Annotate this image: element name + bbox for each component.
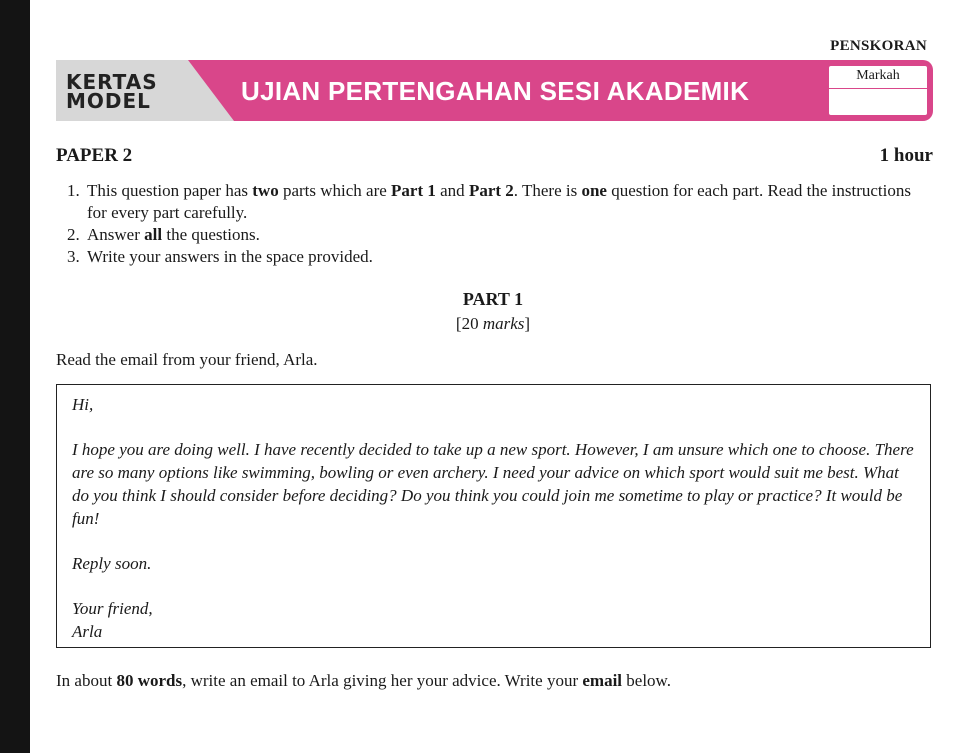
instruction-number: 1.: [67, 181, 80, 200]
banner-title: UJIAN PERTENGAHAN SESI AKADEMIK: [241, 76, 750, 106]
markah-label: Markah: [856, 68, 900, 83]
instruction-bold: Part 2: [468, 181, 514, 200]
kertas-model-logo: [66, 70, 158, 113]
kertas-text: KERTAS: [66, 70, 158, 94]
part-title: PART 1: [462, 289, 524, 309]
task-instruction: [56, 671, 671, 691]
email-reply: Reply soon.: [72, 554, 152, 573]
task-bold: 80 words: [116, 671, 183, 690]
instruction-item: [56, 180, 933, 224]
task-text: , write an email to Arla giving her your advice. Write your: [182, 671, 583, 690]
marks-close: ]: [524, 314, 531, 333]
instruction-text: This question paper has: [87, 181, 253, 200]
instruction-bold: Part 1: [391, 181, 436, 200]
instruction-bold: two: [252, 181, 279, 200]
email-body: I hope you are doing well. I have recently decided to take up a new sport. However, I am unsure which one to choose. There are so many options like swimming, bowling or even archery. I need your advice on which sport would suit me best. What do you think I should consider before deciding? Do you think you could join me sometime to play or practice? It would be fun!: [72, 440, 914, 528]
header-banner: [56, 60, 933, 121]
read-prompt: Read the email from your friend, Arla.: [56, 350, 318, 369]
instruction-text: the questions.: [162, 225, 260, 244]
email-content: [72, 393, 916, 643]
task-text: below.: [622, 671, 671, 690]
instruction-number: 3.: [67, 247, 80, 266]
markah-divider: [829, 88, 927, 89]
marks-open: [20: [455, 314, 483, 333]
instruction-bold: one: [581, 181, 607, 200]
instruction-number: 2.: [67, 225, 80, 244]
email-greeting: Hi,: [72, 395, 94, 414]
task-text: In about: [56, 671, 117, 690]
marks-word: marks: [482, 314, 525, 333]
markah-box: [829, 66, 927, 115]
instructions-list: [56, 180, 933, 268]
model-text: MODEL: [66, 89, 151, 113]
task-bold: email: [582, 671, 623, 690]
part-marks: [30, 314, 956, 334]
instruction-text: parts which are: [278, 181, 392, 200]
exam-page: [30, 0, 976, 753]
instruction-item: [56, 246, 933, 268]
instruction-text: question for each part. Read the instructions for every part carefully.: [87, 181, 911, 222]
email-signoff: Your friend,: [72, 599, 153, 618]
instruction-text: and: [435, 181, 469, 200]
paper-name: PAPER 2: [56, 145, 133, 166]
email-name: Arla: [72, 622, 103, 641]
email-box: [56, 384, 931, 648]
instruction-text: . There is: [513, 181, 582, 200]
instruction-item: [56, 224, 933, 246]
instruction-text: Answer: [87, 225, 145, 244]
instruction-bold: all: [144, 225, 163, 244]
book-spine: [0, 0, 30, 753]
instruction-text: Write your answers in the space provided.: [87, 247, 373, 266]
penskoran-label: PENSKORAN: [830, 38, 927, 54]
paper-duration: 1 hour: [879, 145, 933, 166]
